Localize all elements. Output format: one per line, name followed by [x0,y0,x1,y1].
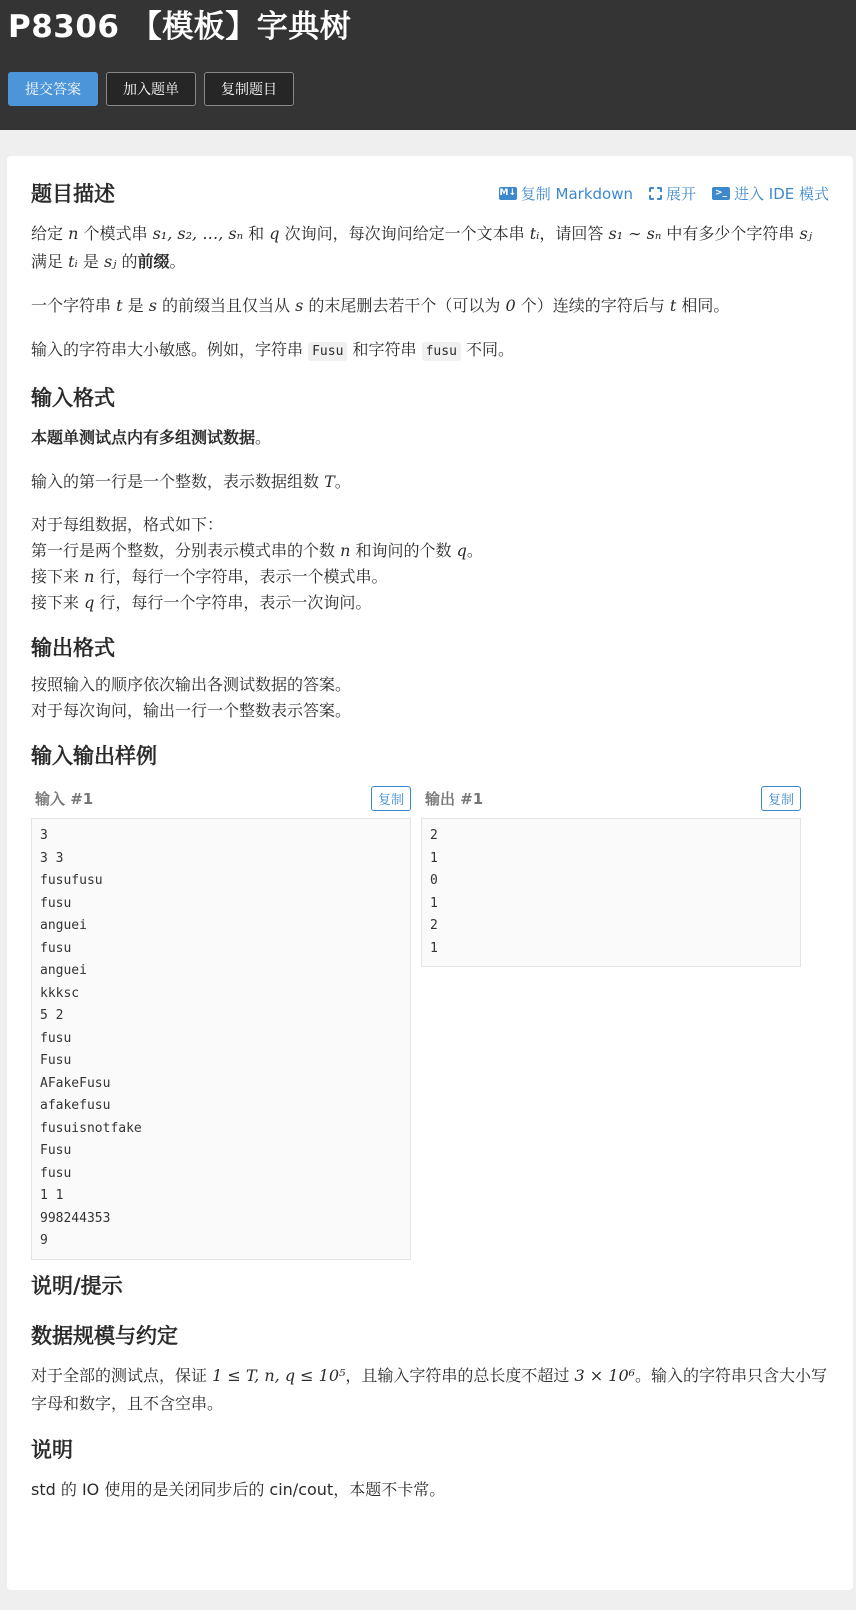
text: 和 [243,224,270,243]
math: sⱼ [103,252,117,271]
text: 对于全部的测试点，保证 [31,1365,213,1385]
code-line: fusuisnotfake [40,1120,142,1136]
text: 是 [77,252,104,271]
code-line: 1 1 [40,1188,64,1203]
text: 个模式串 [78,224,153,243]
code-line: afakefusu [40,1098,111,1113]
ide-mode-link[interactable] [712,183,829,204]
add-to-list-button[interactable]: 加入题单 [106,72,196,106]
text: 个）连续的字符后与 [515,296,670,315]
data-range-paragraph [31,1362,829,1418]
text: 接下来 [31,593,85,612]
math: t [116,296,123,315]
submit-button[interactable]: 提交答案 [8,72,98,106]
text: 对于每次询问，输出一行一个整数表示答案。 [31,701,352,720]
code-line: 998244353 [40,1210,111,1226]
markdown-icon: M↓ [499,187,516,198]
copy-input-button[interactable]: 复制 [371,786,411,811]
math: n [84,567,95,586]
code-line: fusu [40,1165,72,1181]
desc-paragraph-2 [31,292,829,320]
input-para-1 [31,424,829,452]
text: 行，每行一个字符串，表示一个模式串。 [94,567,388,586]
bold-text: 本题单测试点内有多组测试数据 [31,428,256,447]
samples [31,784,829,1260]
text: 按照输入的顺序依次输出各测试数据的答案。 [31,675,352,694]
text: ，且输入字符串的总长度不超过 [345,1365,575,1385]
text: 次询问，每次询问给定一个文本串 [279,224,530,243]
math: 1 ≤ T, n, q ≤ 10⁵ [212,1365,346,1385]
text: 的 [116,252,138,271]
text: 一个字符串 [31,296,117,315]
code-line: 1 [430,895,438,911]
math: n [68,224,79,243]
text: 的末尾删去若干个（可以为 [303,296,506,315]
math: s [148,296,157,315]
text: 第一行是两个整数，分别表示模式串的个数 [31,541,341,560]
text: 输入的第一行是一个整数，表示数据组数 [31,472,325,491]
inline-code: Fusu [308,342,347,361]
text: 输入的字符串大小敏感。例如，字符串 [31,340,309,359]
math: q [269,224,280,243]
code-line: fusu [40,1030,72,1046]
text: 不同。 [460,340,514,359]
ide-mode-label: 进入 IDE 模式 [734,184,829,203]
text: 行，每行一个字符串，表示一次询问。 [94,593,372,612]
sample-input-box [31,818,411,1260]
math: 3 × 10⁶ [574,1365,636,1385]
code-line: 2 [430,828,438,843]
note-heading: 说明 [31,1437,73,1462]
math: 0 [505,296,516,315]
hint-heading: 说明/提示 [31,1273,123,1298]
expand-label: 展开 [665,184,696,203]
inline-code: fusu [422,342,461,361]
math: t [669,296,677,315]
math: q [456,541,467,560]
text: 相同。 [676,296,730,315]
code-line: anguei [40,918,87,933]
code-line: Fusu [40,1143,72,1158]
code-line: fusufusu [40,873,103,888]
text: 接下来 [31,567,85,586]
input-para-3 [31,512,829,616]
math: s₁, s₂, …, sₙ [152,224,244,243]
math: s [295,296,304,315]
action-buttons [8,72,848,106]
text: 给定 [31,224,69,243]
text: 和询问的个数 [350,541,457,560]
code-line: AFakeFusu [40,1075,111,1091]
terminal-icon: >_ [712,187,730,200]
text: 。 [169,252,186,271]
input-format-heading: 输入格式 [31,386,115,410]
description-heading: 题目描述 [31,182,115,206]
code-line: 5 2 [40,1008,64,1023]
output-format-heading: 输出格式 [31,636,115,660]
code-line: fusu [40,940,72,956]
text: 对于每组数据，格式如下： [31,515,224,534]
samples-heading: 输入输出样例 [31,744,157,768]
code-line: 3 3 [40,850,64,866]
copy-problem-button[interactable]: 复制题目 [204,72,294,106]
math: tᵢ [68,252,78,271]
math: sⱼ [799,224,812,243]
desc-paragraph-1 [31,220,829,276]
copy-output-button[interactable]: 复制 [761,786,801,811]
input-para-2 [31,468,829,496]
math: n [340,541,351,560]
code-line: 0 [430,873,438,888]
math: s₁ ∼ sₙ [608,224,662,243]
text: 。 [466,541,483,560]
text: 。 [334,472,351,491]
text: 是 [122,296,149,315]
code-line: 9 [40,1233,48,1248]
code-line: fusu [40,895,72,911]
text: 。 [255,428,272,447]
sample-input-label: 输入 #1 [35,789,94,808]
text: ，请回答 [539,224,609,243]
text: 中有多少个字符串 [661,224,800,243]
sample-output-header [421,784,801,812]
text: 。输入的字符串只含大小写字母和数字，且不含空串。 [31,1365,828,1413]
expand-link[interactable] [649,183,696,204]
code-line: anguei [40,963,87,978]
data-range-heading: 数据规模与约定 [31,1323,178,1348]
code-line: 2 [430,918,438,933]
code-line: kkksc [40,985,80,1001]
code-line: Fusu [40,1053,72,1068]
math: T [324,472,335,491]
output-para [31,672,829,724]
sample-output [421,784,801,1260]
math: tᵢ [529,224,540,243]
desc-paragraph-3 [31,336,829,366]
text: 的前缀当且仅当从 [156,296,296,315]
description-header [31,178,829,208]
sample-input-header [31,784,411,812]
copy-markdown-link[interactable] [499,183,633,204]
problem-card [7,156,853,1590]
code-line: 1 [430,850,438,866]
copy-markdown-label: 复制 Markdown [520,184,633,203]
sample-output-label: 输出 #1 [425,789,484,808]
expand-icon [649,187,662,200]
note-paragraph: std 的 IO 使用的是关闭同步后的 cin/cout，本题不卡常。 [31,1479,446,1499]
code-line: 3 [40,828,48,843]
text: 满足 [31,252,69,271]
code-line: 1 [430,940,438,956]
text: 和字符串 [347,340,422,359]
sample-output-box [421,818,801,967]
bold-text: 前缀 [137,252,170,271]
sample-input [31,784,411,1260]
problem-title: P8306 【模板】字典树 [8,9,352,45]
header [0,0,856,130]
problem-toolbar [499,183,829,204]
math: q [84,593,95,612]
